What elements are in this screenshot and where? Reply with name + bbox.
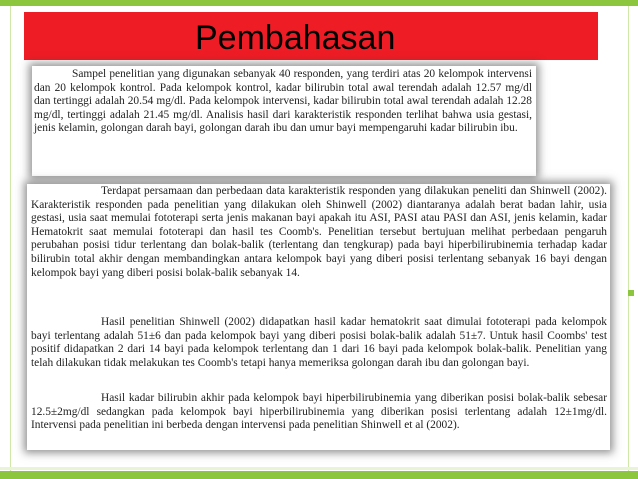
text-excerpt-2 — [27, 184, 610, 450]
slide-title: Pembahasan — [195, 19, 396, 57]
top-green-rule — [0, 0, 638, 6]
paragraph-bilirubin-results: Hasil kadar bilirubin akhir pada kelompok bayi hiperbilirubinemia yang diberikan posisi bolak-balik sebesar 12.5±2mg/dl sedangkan pada kelompok bayi hiperbilirubinemia yang diberikan posisi terlentang adalah 12±1mg/dl. Intervensi pada penelitian ini berbeda dengan intervensi pada penelitian Shinwell et al (2002). — [31, 392, 607, 432]
left-border-line — [10, 6, 11, 471]
bottom-green-rule — [0, 471, 638, 479]
bottom-light-rule — [0, 467, 638, 470]
paragraph-shinwell-results: Hasil penelitian Shinwell (2002) didapatkan hasil kadar hematokrit saat dimulai fototerapi pada kelompok bayi terlentang adalah 51±6 dan pada kelompok bayi yang diberi posisi bolak-balik adalah 51±7. Untuk hasil Coombs' test positif didapatkan 2 dari 14 bayi pada kelompok terlentang dan 1 dari 16 bayi pada kelompok bolak-balik. Penelitian yang telah dilakukan tidak melakukan tes Coomb's tetapi hanya memeriksa golongan darah ibu dan golongan bayi. — [31, 316, 607, 369]
text-excerpt-1 — [32, 66, 536, 176]
title-bar — [24, 12, 598, 60]
paragraph-comparison: Terdapat persamaan dan perbedaan data karakteristik responden yang dilakukan peneliti dan Shinwell (2002). Karakteristik responden pada penelitian yang dilakukan oleh Shinwell (2002) diantaranya adalah berat badan lahir, usia gestasi, usia saat memulai fototerapi serta jenis makanan bayi apakah itu ASI, PASI atau PASI dan ASI, jenis kelamin, kadar Hematokrit saat memulai fototerapi dan hasil tes Coomb's. Penelitian tersebut bertujuan melihat perbedaan pengaruh perubahan posisi tidur terlentang dan bolak-balik (terlentang dan tengkurap) pada bayi hiperbilirubinemia terhadap kadar bilirubin total akhir dengan membandingkan antara kelompok bayi yang diberi posisi terlentang sebanyak 16 bayi dengan kelompok bayi yang diberi posisi bolak-balik sebanyak 14. — [31, 185, 607, 279]
right-border-line — [628, 6, 629, 471]
right-accent-marker — [628, 290, 634, 296]
paragraph-sample: Sampel penelitian yang digunakan sebanyak 40 responden, yang terdiri atas 20 kelompok intervensi dan 20 kelompok kontrol. Pada kelompok kontrol, kadar bilirubin total awal terendah adalah 12.57 mg/dl dan tertinggi adalah 20.54 mg/dl. Pada kelompok intervensi, kadar bilirubin total awal terendah adalah 12.28 mg/dl, tertinggi adalah 21.45 mg/dl. Analisis hasil dari karakteristik responden terlihat bahwa usia gestasi, jenis kelamin, golongan darah bayi, golongan darah ibu dan umur bayi mempengaruhi kadar bilirubin ibu. — [34, 68, 532, 135]
